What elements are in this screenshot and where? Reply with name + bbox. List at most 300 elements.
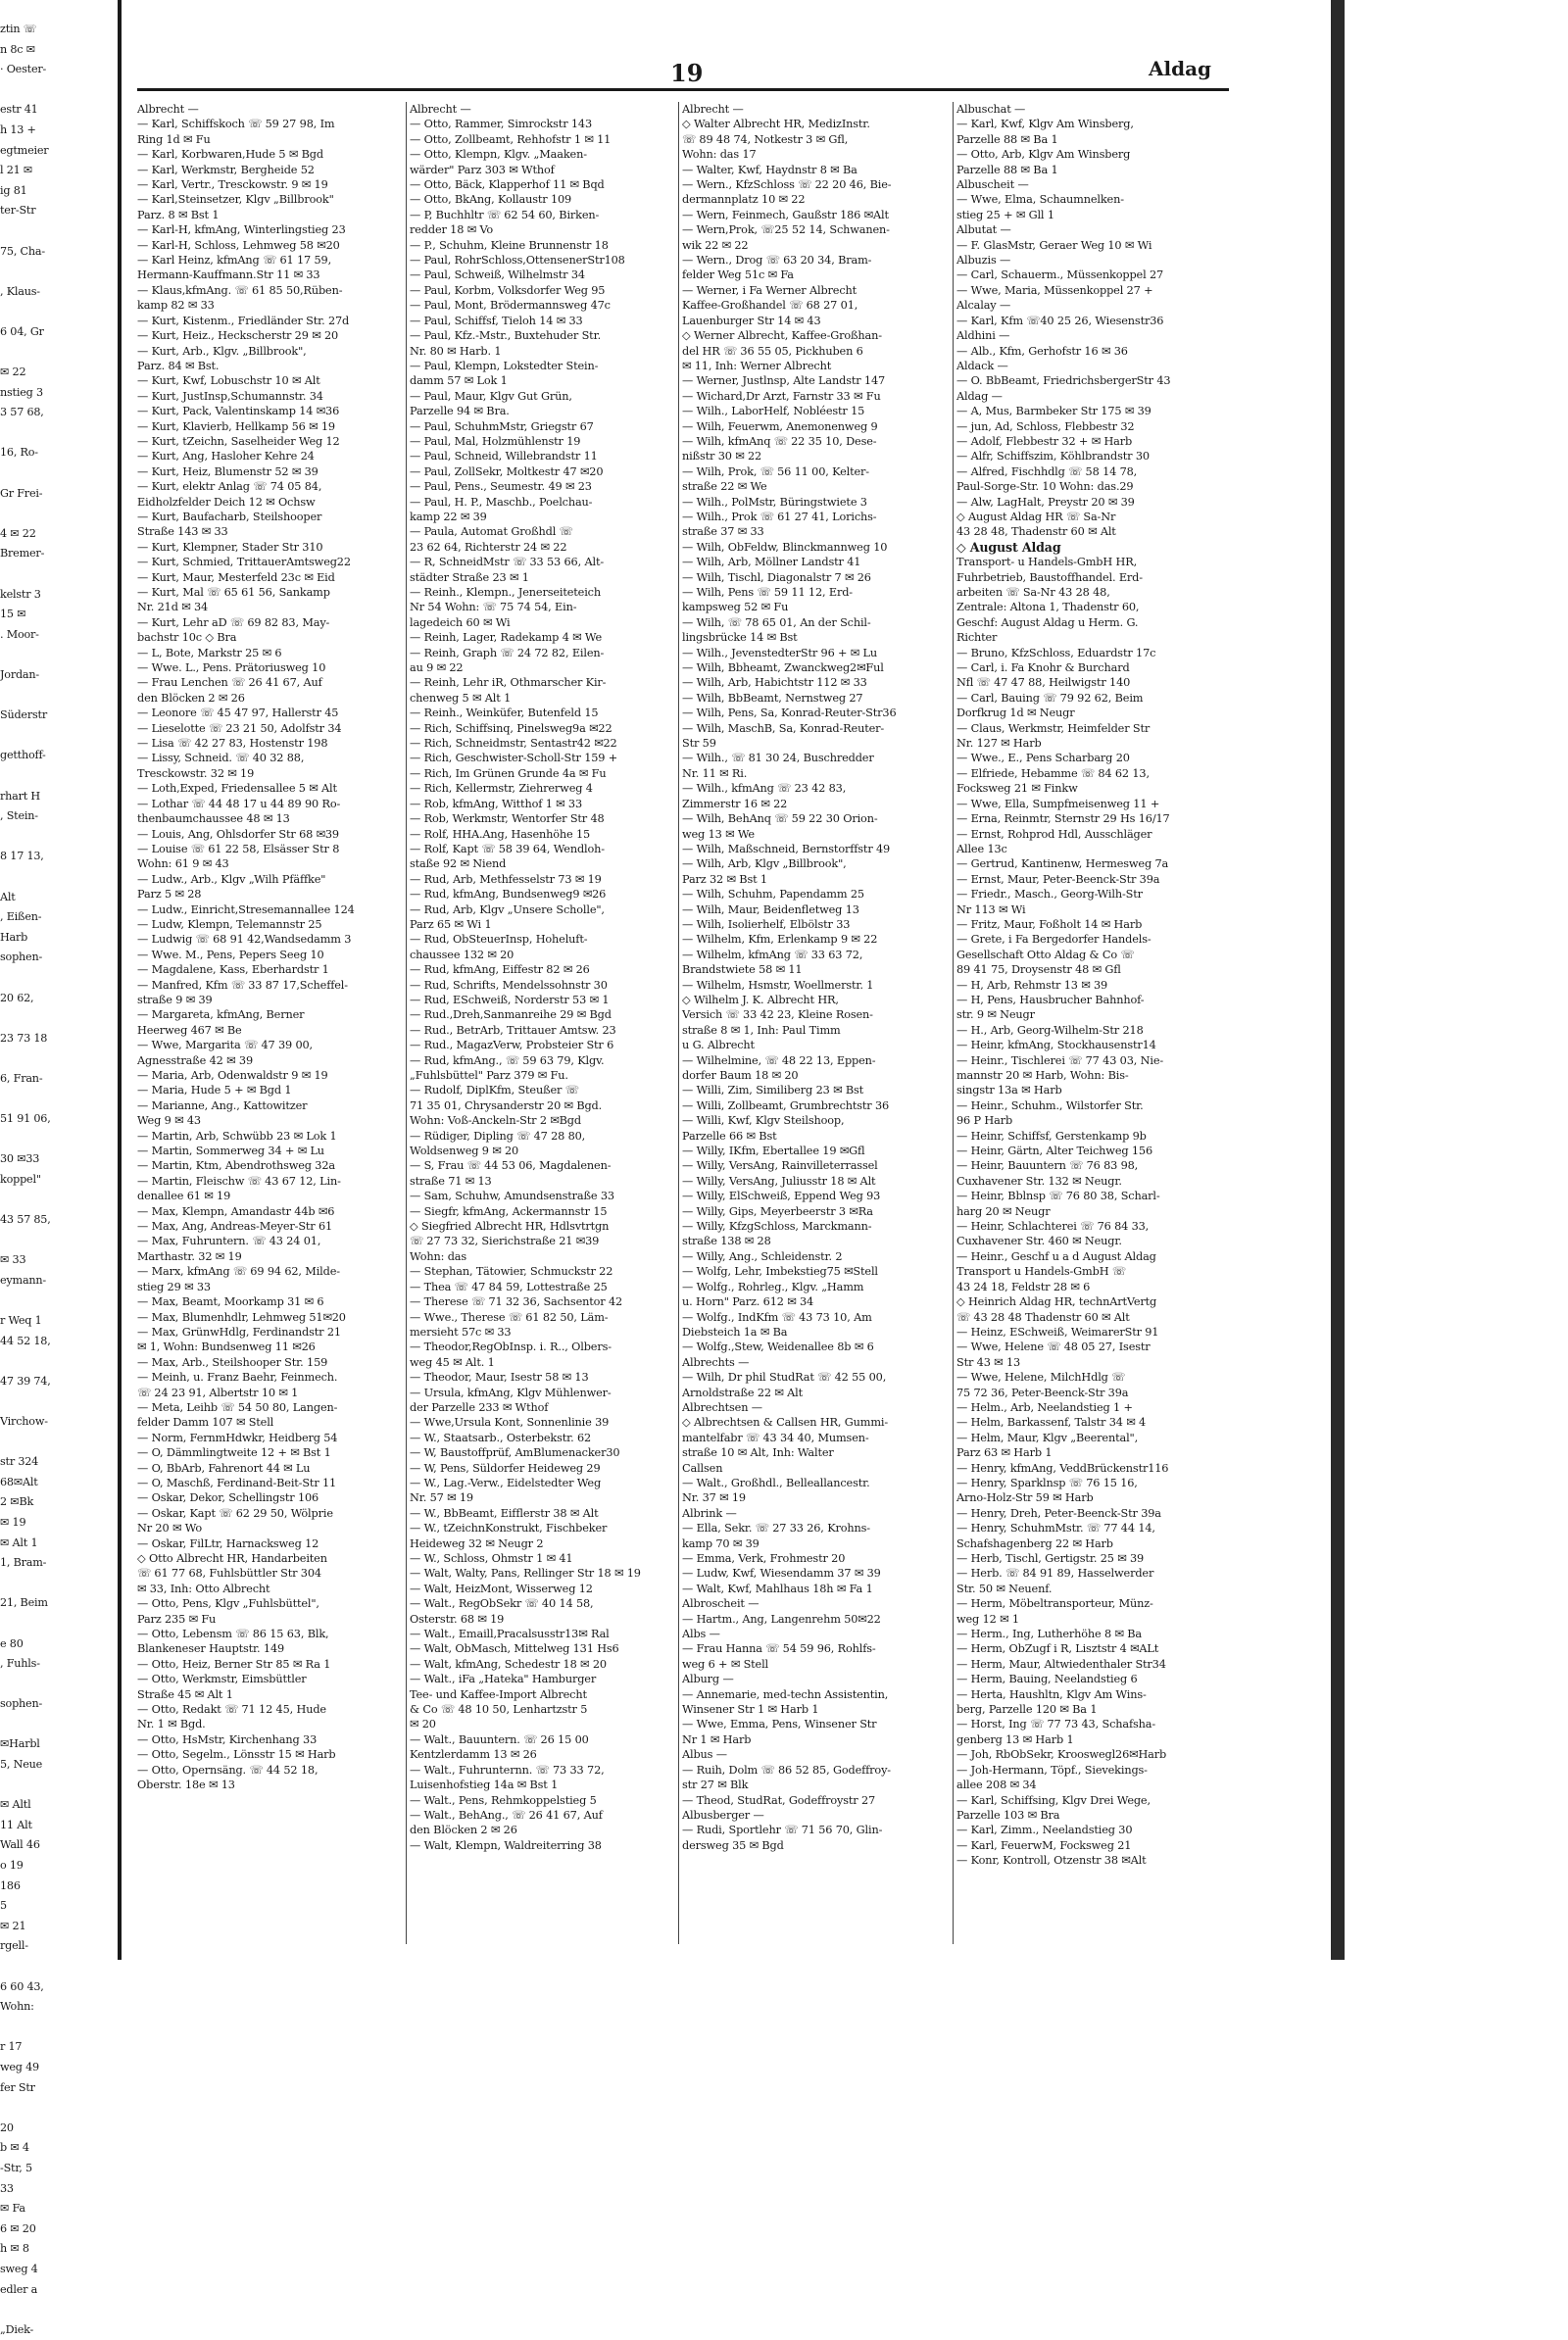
directory-entry: — Wilh., kfmAng ☏ 23 42 83, (682, 782, 847, 796)
directory-entry: denallee 61 ✉ 19 (137, 1190, 231, 1203)
clipped-line: , Eißen- (0, 910, 42, 924)
directory-entry: — Wern, Feinmech, Gaußstr 186 ✉Alt (682, 208, 889, 221)
clipped-line: egtmeier (0, 143, 49, 157)
directory-entry: — Paul, Schiffsf, Tieloh 14 ✉ 33 (410, 314, 583, 327)
directory-entry: chaussee 132 ✉ 20 (410, 948, 514, 961)
directory-entry: — Henry, kfmAng, VeddBrückenstr116 (956, 1461, 1169, 1475)
directory-entry: Zimmerstr 16 ✉ 22 (682, 797, 788, 810)
directory-entry: — W, Pens, Süldorfer Heideweg 29 (410, 1461, 601, 1475)
directory-entry: Nr. 1 ✉ Bgd. (137, 1718, 206, 1731)
directory-entry: — A, Mus, Barmbeker Str 175 ✉ 39 (956, 405, 1152, 418)
directory-entry: — O, Dämmlingtweite 12 + ✉ Bst 1 (137, 1446, 331, 1460)
directory-entry: — Magdalene, Kass, Eberhardstr 1 (137, 963, 329, 977)
directory-entry: — Max, Arb., Steilshooper Str. 159 (137, 1355, 328, 1369)
directory-entry: — Otto, BkAng, Kollaustr 109 (410, 193, 572, 207)
directory-entry: Ring 1d ✉ Fu (137, 132, 211, 146)
directory-entry: — Louis, Ang, Ohlsdorfer Str 68 ✉39 (137, 827, 339, 841)
clipped-line: 20 62, (0, 991, 34, 1004)
clipped-line (0, 1008, 116, 1029)
directory-entry: — Adolf, Flebbestr 32 + ✉ Harb (956, 434, 1133, 448)
directory-entry: dersweg 35 ✉ Bgd (682, 1838, 784, 1852)
directory-entry: — Siegfr, kfmAng, Ackermannstr 15 (410, 1204, 608, 1218)
directory-entry: felder Damm 107 ✉ Stell (137, 1416, 274, 1430)
clipped-line: rhart H (0, 789, 40, 803)
directory-entry: — Wwe, Emma, Pens, Winsener Str (682, 1718, 877, 1731)
directory-entry: — Heinr, Schiffsf, Gerstenkamp 9b (956, 1129, 1147, 1143)
directory-entry: — Alfred, Fischhdlg ☏ 58 14 78, (956, 464, 1138, 478)
directory-entry: — Kurt, JustInsp,Schumannstr. 34 (137, 389, 323, 403)
directory-entry: weg 45 ✉ Alt. 1 (410, 1355, 495, 1369)
directory-entry: — Otto, Zollbeamt, Rehhofstr 1 ✉ 11 (410, 132, 612, 146)
directory-entry: — Kurt, Arb., Klgv. „Billbrook", (137, 344, 307, 358)
directory-entry: „Fuhlsbüttel" Parz 379 ✉ Fu. (410, 1069, 568, 1082)
directory-entry: — Rud, ObSteuerInsp, Hoheluft- (410, 933, 588, 947)
directory-entry: — Ludw, Klempn, Telemannstr 25 (137, 917, 322, 931)
directory-entry: Cuxhavener Str. 460 ✉ Neugr. (956, 1235, 1122, 1248)
directory-entry: — Rud, kfmAng, Bundsenweg9 ✉26 (410, 888, 607, 902)
directory-entry: — Karl,Steinsetzer, Klgv „Billbrook" (137, 193, 334, 207)
directory-entry: — Wilh., Prok ☏ 61 27 41, Lorichs- (682, 510, 877, 523)
directory-entry: — Bruno, KfzSchloss, Eduardstr 17c (956, 646, 1156, 659)
directory-entry: straße 9 ✉ 39 (137, 993, 213, 1006)
directory-entry: — Martin, Fleischw ☏ 43 67 12, Lin- (137, 1174, 341, 1188)
clipped-line: . Moor- (0, 627, 39, 641)
directory-entry: u G. Albrecht (682, 1039, 755, 1052)
directory-entry: — Wwe., E., Pens Scharbarg 20 (956, 752, 1130, 765)
directory-entry: — Rudi, Sportlehr ☏ 71 56 70, Glin- (682, 1824, 883, 1837)
clipped-line: h 13 + (0, 122, 36, 136)
clipped-line (0, 827, 116, 848)
header-rule (137, 88, 1229, 91)
clipped-line: ter-Str (0, 204, 36, 218)
directory-entry: — Wilh., JevenstedterStr 96 + ✉ Lu (682, 646, 878, 659)
directory-entry: — Wilh, Pens, Sa, Konrad-Reuter-Str36 (682, 707, 897, 720)
directory-entry: — Wilh, kfmAnq ☏ 22 35 10, Dese- (682, 434, 877, 448)
directory-entry: — Kurt, Maur, Mesterfeld 23c ✉ Eid (137, 570, 335, 584)
directory-entry: Nr. 57 ✉ 19 (410, 1491, 473, 1505)
column-rule (953, 102, 954, 1944)
directory-entry: Lauenburger Str 14 ✉ 43 (682, 314, 821, 327)
directory-entry: Weg 9 ✉ 43 (137, 1114, 201, 1128)
directory-entry: — Carl, Schauerm., Müssenkoppel 27 (956, 268, 1164, 282)
clipped-line: sweg 4 (0, 2262, 38, 2275)
clipped-line: 186 (0, 1878, 21, 1892)
directory-entry: — Henry, Sparklnsp ☏ 76 15 16, (956, 1476, 1138, 1489)
directory-entry: — Paul, Kfz.-Mstr., Buxtehuder Str. (410, 329, 602, 343)
directory-entry: — Friedr., Masch., Georg-Wilh-Str (956, 888, 1143, 902)
directory-entry: — Herb. ☏ 84 91 89, Hasselwerder (956, 1567, 1154, 1581)
clipped-line (0, 2300, 116, 2320)
directory-entry: Agnesstraße 42 ✉ 39 (137, 1053, 253, 1067)
directory-entry: — Alb., Kfm, Gerhofstr 16 ✉ 36 (956, 344, 1128, 358)
clipped-line (0, 1351, 116, 1372)
clipped-line (0, 504, 116, 524)
directory-entry: — Heinr, Schlachterei ☏ 76 84 33, (956, 1220, 1150, 1234)
clipped-line: rgell- (0, 1939, 28, 1953)
directory-entry: dorfer Baum 18 ✉ 20 (682, 1069, 799, 1082)
directory-entry: — Meinh, u. Franz Baehr, Feinmech. (137, 1371, 338, 1385)
directory-entry: — Rud, Schrifts, Mendelssohnstr 30 (410, 978, 608, 992)
directory-entry: Str. 50 ✉ Neuenf. (956, 1582, 1053, 1595)
directory-entry: — Wilh, ☏ 78 65 01, An der Schil- (682, 615, 871, 629)
directory-entry: — Kurt, Baufacharb, Steilshooper (137, 510, 322, 523)
clipped-line (0, 1433, 116, 1453)
directory-entry: straße 8 ✉ 1, Inh: Paul Timm (682, 1023, 841, 1037)
clipped-line: , Stein- (0, 809, 38, 823)
clipped-line: r Weq 1 (0, 1314, 42, 1327)
directory-entry: — Paula, Automat Großhdl ☏ (410, 525, 573, 539)
directory-entry: — Rud., MagazVerw, Probsteier Str 6 (410, 1039, 614, 1052)
clipped-line: 2 ✉Bk (0, 1495, 34, 1509)
directory-entry: — H, Pens, Hausbrucher Bahnhof- (956, 993, 1145, 1006)
directory-entry: — Walt., iFa „Hateka" Hamburger (410, 1673, 597, 1686)
clipped-line: Wohn: (0, 2000, 34, 2014)
clipped-line: ✉ 19 (0, 1515, 26, 1529)
directory-entry: straße 138 ✉ 28 (682, 1235, 771, 1248)
column-rule (678, 102, 679, 1944)
directory-entry: — Klaus,kfmAng. ☏ 61 85 50,Rüben- (137, 283, 343, 297)
directory-entry: — Walt., Fuhrunternn. ☏ 73 33 72, (410, 1763, 605, 1777)
clipped-line: l 21 ✉ (0, 164, 33, 177)
directory-entry: — Walt, HeizMont, Wisserweg 12 (410, 1582, 593, 1595)
clipped-line: ✉ Fa (0, 2202, 25, 2216)
directory-entry: — Wilh, Maur, Beidenfletweg 13 (682, 902, 859, 916)
directory-entry: — Ludw., Einricht,Stresemannallee 124 (137, 902, 355, 916)
directory-entry: — Henry, Dreh, Peter-Beenck-Str 39a (956, 1506, 1161, 1520)
clipped-line: 1, Bram- (0, 1556, 47, 1570)
directory-entry: Allee 13c (956, 842, 1007, 855)
directory-entry: — Herb, Tischl, Gertigstr. 25 ✉ 39 (956, 1552, 1145, 1565)
directory-entry: — Rud, Arb, Klgv „Unsere Scholle", (410, 902, 605, 916)
directory-entry: ☏ 27 73 32, Sierichstraße 21 ✉39 (410, 1235, 600, 1248)
directory-entry: — Kurt, Klavierb, Hellkamp 56 ✉ 19 (137, 419, 335, 433)
directory-entry: Cuxhavener Str. 132 ✉ Neugr. (956, 1174, 1122, 1188)
directory-entry: — Wilh., ☏ 81 30 24, Buschredder (682, 752, 874, 765)
directory-entry: arbeiten ☏ Sa-Nr 43 28 48, (956, 586, 1110, 599)
directory-entry: Woldsenweg 9 ✉ 20 (410, 1145, 519, 1158)
surname-heading: Albrecht — (137, 103, 199, 116)
directory-entry: ☏ 24 23 91, Albertstr 10 ✉ 1 (137, 1386, 299, 1399)
clipped-line (0, 686, 116, 707)
directory-entry: straße 10 ✉ Alt, Inh: Walter (682, 1446, 834, 1460)
directory-entry: — Kurt, Klempner, Stader Str 310 (137, 540, 323, 554)
clipped-line: ✉Harbl (0, 1737, 40, 1751)
directory-entry: — Fritz, Maur, Foßholt 14 ✉ Harb (956, 917, 1143, 931)
directory-entry: Kentzlerdamm 13 ✉ 26 (410, 1748, 537, 1762)
directory-entry: 43 28 48, Thadenstr 60 ✉ Alt (956, 525, 1116, 539)
clipped-line (0, 1130, 116, 1150)
clipped-line: ✉ 33 (0, 1253, 26, 1267)
directory-entry: — Paul, Schweiß, Wilhelmstr 34 (410, 268, 585, 282)
directory-entry: — H., Arb, Georg-Wilhelm-Str 218 (956, 1023, 1144, 1037)
directory-entry: — Wilh, Prok, ☏ 56 11 00, Kelter- (682, 464, 869, 478)
clipped-line: n 8c ✉ (0, 42, 35, 56)
directory-entry: ✉ 1, Wohn: Bundsenweg 11 ✉26 (137, 1341, 316, 1354)
clipped-line: Virchow- (0, 1414, 48, 1428)
directory-entry: lagedeich 60 ✉ Wi (410, 615, 511, 629)
surname-heading: Albroscheit — (682, 1597, 760, 1611)
directory-entry: — W., tZeichnKonstrukt, Fischbeker (410, 1522, 608, 1536)
directory-entry: Nr. 21d ✉ 34 (137, 601, 209, 614)
directory-entry: — Willi, Kwf, Klgv Steilshoop, (682, 1114, 845, 1128)
clipped-line: edler a (0, 2282, 38, 2296)
directory-entry: — Reinh, Lehr iR, Othmarscher Kir- (410, 676, 607, 690)
surname-heading: Albrink — (682, 1506, 737, 1520)
clipped-line (0, 1957, 116, 1977)
surname-heading: Albusberger — (682, 1808, 764, 1822)
directory-entry: — Wwe, Helene ☏ 48 05 27, Isestr (956, 1341, 1151, 1354)
directory-entry: Heideweg 32 ✉ Neugr 2 (410, 1536, 544, 1550)
clipped-line: sophen- (0, 951, 43, 964)
surname-heading: Albrecht — (682, 103, 744, 116)
surname-heading: Aldhini — (956, 329, 1010, 343)
directory-entry: — Wilh, Pens ☏ 59 11 12, Erd- (682, 586, 853, 599)
directory-entry: lingsbrücke 14 ✉ Bst (682, 631, 798, 645)
directory-entry: — Ruih, Dolm ☏ 86 52 85, Godeffroy- (682, 1763, 891, 1777)
scan-margin (1345, 0, 1568, 2133)
directory-entry: felder Weg 51c ✉ Fa (682, 268, 794, 282)
clipped-line (0, 1089, 116, 1109)
surname-heading: Albuscheit — (956, 178, 1029, 192)
directory-entry: Wohn: Voß-Anckeln-Str 2 ✉Bgd (410, 1114, 581, 1128)
directory-entry: — Ernst, Maur, Peter-Beenck-Str 39a (956, 872, 1160, 886)
directory-entry: — Willi, Zollbeamt, Grumbrechtstr 36 (682, 1098, 890, 1112)
directory-entry: — Theodor,RegObInsp. i. R.., Olbers- (410, 1341, 612, 1354)
directory-entry: — Willy, VersAng, Juliusstr 18 ✉ Alt (682, 1174, 876, 1188)
directory-entry: — Wilh, Arb, Klgv „Billbrook", (682, 857, 847, 871)
directory-entry: — Willi, Zim, Similiberg 23 ✉ Bst (682, 1084, 864, 1097)
clipped-line: Harb (0, 930, 28, 944)
directory-entry: — Rich, Schiffsinq, Pinelsweg9a ✉22 (410, 721, 612, 735)
clipped-line: nstieg 3 (0, 385, 43, 399)
directory-entry: ◇ Walter Albrecht HR, MedizInstr. (682, 118, 870, 131)
clipped-line: Bremer- (0, 547, 45, 561)
directory-entry: Parzelle 94 ✉ Bra. (410, 405, 510, 418)
directory-entry: Parzelle 88 ✉ Ba 1 (956, 163, 1058, 176)
directory-entry: — Joh, RbObSekr, Krooswegl26✉Harb (956, 1748, 1167, 1762)
directory-entry: — Wilh, MaschB, Sa, Konrad-Reuter- (682, 721, 885, 735)
directory-entry: stieg 25 + ✉ Gll 1 (956, 208, 1054, 221)
clipped-line: „Diek- (0, 2322, 34, 2336)
directory-entry: singstr 13a ✉ Harb (956, 1084, 1062, 1097)
directory-entry: — Rud., BetrArb, Trittauer Amtsw. 23 (410, 1023, 616, 1037)
directory-entry: — Herm, Maur, Altwiedenthaler Str34 (956, 1657, 1166, 1671)
directory-entry: — Wilh, BbBeamt, Nernstweg 27 (682, 691, 863, 705)
directory-entry: ◇ Otto Albrecht HR, Handarbeiten (137, 1552, 327, 1565)
clipped-line: 3 57 68, (0, 406, 44, 419)
directory-entry: Tee- und Kaffee-Import Albrecht (410, 1687, 587, 1701)
column-rule (406, 102, 407, 1944)
directory-entry: — Max, Ang, Andreas-Meyer-Str 61 (137, 1220, 333, 1234)
directory-entry: — Paul, Pens., Seumestr. 49 ✉ 23 (410, 480, 592, 494)
directory-entry: — Herm., Ing, Lutherhöhe 8 ✉ Ba (956, 1628, 1142, 1641)
directory-entry: — Paul, Mont, Brödermannsweg 47c (410, 299, 611, 313)
directory-entry: Marthastr. 32 ✉ 19 (137, 1249, 242, 1263)
clipped-line (0, 1291, 116, 1311)
surname-heading: Albrechts — (682, 1355, 750, 1369)
directory-entry: — L, Bote, Markstr 25 ✉ 6 (137, 646, 282, 659)
directory-entry: — Karl, Zimm., Neelandstieg 30 (956, 1824, 1133, 1837)
surname-heading: Albrecht — (410, 103, 471, 116)
clipped-line: 6 04, Gr (0, 324, 44, 338)
directory-entry: — Walt, Walty, Pans, Rellinger Str 18 ✉ 19 (410, 1567, 641, 1581)
directory-entry: — F. GlasMstr, Geraer Weg 10 ✉ Wi (956, 238, 1152, 252)
directory-entry: — Walt, Kwf, Mahlhaus 18h ✉ Fa 1 (682, 1582, 873, 1595)
directory-entry: — Sam, Schuhw, Amundsenstraße 33 (410, 1190, 614, 1203)
directory-entry: Eidholzfelder Deich 12 ✉ Ochsw (137, 495, 316, 509)
clipped-line: 51 91 06, (0, 1112, 51, 1126)
directory-entry: wik 22 ✉ 22 (682, 238, 749, 252)
directory-entry: — Walt., RegObSekr ☏ 40 14 58, (410, 1597, 594, 1611)
directory-entry: — Rud.,Dreh,Sanmanreihe 29 ✉ Bgd (410, 1008, 612, 1022)
directory-entry: ☏ 61 77 68, Fuhlsbüttler Str 304 (137, 1567, 321, 1581)
directory-entry: — Elfriede, Hebamme ☏ 84 62 13, (956, 766, 1150, 780)
directory-entry: — Ludw, Kwf, Wiesendamm 37 ✉ 39 (682, 1567, 881, 1581)
directory-entry: — Erna, Reinmtr, Sternstr 29 Hs 16/17 (956, 812, 1170, 826)
directory-entry: — Herm, Möbeltransporteur, Münz- (956, 1597, 1153, 1611)
directory-entry: ◇ Siegfried Albrecht HR, Hdlsvtrtgn (410, 1220, 610, 1234)
directory-entry: — Lisa ☏ 42 27 83, Hostenstr 198 (137, 737, 328, 751)
directory-entry: weg 6 + ✉ Stell (682, 1657, 769, 1671)
directory-entry: — Otto, Opernsäng. ☏ 44 52 18, (137, 1763, 318, 1777)
directory-entry: — P., Schuhm, Kleine Brunnenstr 18 (410, 238, 609, 252)
directory-entry: — Alw, LagHalt, Preystr 20 ✉ 39 (956, 495, 1135, 509)
directory-entry: — Otto, Werkmstr, Eimsbüttler (137, 1673, 307, 1686)
directory-entry: — Meta, Leihb ☏ 54 50 80, Langen- (137, 1400, 338, 1414)
directory-entry: Nfl ☏ 47 47 88, Heilwigstr 140 (956, 676, 1131, 690)
directory-entry: — Otto, Pens, Klgv „Fuhlsbüttel", (137, 1597, 319, 1611)
scan-edge (1331, 0, 1345, 1960)
directory-entry: — Wilh, Feuerwm, Anemonenweg 9 (682, 419, 878, 433)
directory-entry: Osterstr. 68 ✉ 19 (410, 1612, 505, 1626)
directory-entry: — Heinr, Bauuntern ☏ 76 83 98, (956, 1159, 1139, 1173)
running-head: Aldag (1149, 57, 1212, 80)
directory-entry: 96 P Harb (956, 1114, 1013, 1128)
directory-entry: del HR ☏ 36 55 05, Pickhuben 6 (682, 344, 863, 358)
directory-entry: — Manfred, Kfm ☏ 33 87 17,Scheffel- (137, 978, 348, 992)
directory-entry: Transport u Handels-GmbH ☏ (956, 1265, 1126, 1279)
directory-entry: — Otto, Rammer, Simrockstr 143 (410, 118, 592, 131)
directory-entry: — W., Lag.-Verw., Eidelstedter Weg (410, 1476, 602, 1489)
directory-entry: — Wwe., Therese ☏ 61 82 50, Läm- (410, 1310, 609, 1324)
clipped-line: eymann- (0, 1273, 47, 1287)
clipped-line (0, 262, 116, 282)
directory-entry: — Martin, Arb, Schwübb 23 ✉ Lok 1 (137, 1129, 337, 1143)
directory-entry: — Wwe, Margarita ☏ 47 39 00, (137, 1039, 313, 1052)
directory-entry: — Helm, Barkassenf, Talstr 34 ✉ 4 (956, 1416, 1147, 1430)
directory-entry: Parz 5 ✉ 28 (137, 888, 202, 902)
directory-entry: 43 24 18, Feldstr 28 ✉ 6 (956, 1280, 1091, 1293)
directory-entry: Oberstr. 18e ✉ 13 (137, 1779, 235, 1792)
directory-entry: — Maria, Hude 5 + ✉ Bgd 1 (137, 1084, 292, 1097)
directory-entry: — Paul, SchuhmMstr, Griegstr 67 (410, 419, 594, 433)
surname-heading: Albus — (682, 1748, 727, 1762)
directory-entry: str. 9 ✉ Neugr (956, 1008, 1035, 1022)
directory-entry: — Kurt, elektr Anlag ☏ 74 05 84, (137, 480, 322, 494)
directory-entry: — Herm, ObZugf i R, Lisztstr 4 ✉ALt (956, 1642, 1159, 1656)
directory-entry: Parz. 84 ✉ Bst. (137, 359, 220, 372)
directory-entry: redder 18 ✉ Vo (410, 223, 494, 237)
directory-entry: — Wilh., LaborHelf, Nobléestr 15 (682, 405, 865, 418)
directory-entry: — Paul, Klempn, Lokstedter Stein- (410, 359, 599, 372)
directory-entry: — Paul, Schneid, Willebrandstr 11 (410, 450, 598, 463)
clipped-line: 8 17 13, (0, 850, 44, 863)
directory-entry: — W, Baustoffprüf, AmBlumenacker30 (410, 1446, 620, 1460)
directory-entry: — O, BbArb, Fahrenort 44 ✉ Lu (137, 1461, 311, 1475)
directory-entry: — jun, Ad, Schloss, Flebbestr 32 (956, 419, 1135, 433)
column-3 (682, 102, 951, 1944)
directory-entry: — Kurt, Schmied, TrittauerAmtsweg22 (137, 556, 351, 569)
directory-entry: — Carl, i. Fa Knohr & Burchard (956, 661, 1130, 675)
directory-entry: — Theod, StudRat, Godeffroystr 27 (682, 1793, 876, 1807)
directory-entry: — Norm, FernmHdwkr, Heidberg 54 (137, 1431, 338, 1444)
directory-entry: — Kurt, Lehr aD ☏ 69 82 83, May- (137, 615, 330, 629)
directory-entry: — Thea ☏ 47 84 59, Lottestraße 25 (410, 1280, 608, 1293)
directory-entry: — Kurt, Kistenm., Friedländer Str. 27d (137, 314, 350, 327)
clipped-line (0, 1048, 116, 1069)
directory-entry: Heerweg 467 ✉ Be (137, 1023, 242, 1037)
surname-heading: Albrechtsen — (682, 1400, 762, 1414)
directory-entry: — Karl Heinz, kfmAng ☏ 61 17 59, (137, 254, 332, 268)
clipped-line: 68✉Alt (0, 1475, 38, 1488)
directory-entry: — Wolfg, Lehr, Imbekstieg75 ✉Stell (682, 1265, 878, 1279)
directory-entry: — Karl, Kwf, Klgv Am Winsberg, (956, 118, 1134, 131)
clipped-line: weg 49 (0, 2060, 39, 2073)
surname-heading: Aldack — (956, 359, 1008, 372)
surname-heading: Albs — (682, 1628, 720, 1641)
directory-entry: — Wern,Prok, ☏25 52 14, Schwanen- (682, 223, 890, 237)
directory-entry: bachstr 10c ◇ Bra (137, 631, 237, 645)
clipped-line: 30 ✉33 (0, 1152, 40, 1166)
surname-heading: Albuzis — (956, 254, 1011, 268)
directory-entry: str 27 ✉ Blk (682, 1779, 749, 1792)
directory-entry: Wohn: das 17 (682, 148, 757, 162)
directory-entry: — Oskar, Dekor, Schellingstr 106 (137, 1491, 319, 1505)
column-2 (410, 102, 676, 1944)
directory-entry: — O. BbBeamt, FriedrichsbergerStr 43 (956, 374, 1171, 388)
directory-entry: — Ursula, kfmAng, Klgv Mühlenwer- (410, 1386, 612, 1399)
clipped-line: h ✉ 8 (0, 2242, 29, 2256)
directory-entry: Kaffee-Großhandel ☏ 68 27 01, (682, 299, 858, 313)
directory-entry: Tresckowstr. 32 ✉ 19 (137, 766, 255, 780)
clipped-line (0, 2098, 116, 2119)
directory-entry: weg 12 ✉ 1 (956, 1612, 1019, 1626)
directory-entry: — Rich, Schneidmstr, Sentastr42 ✉22 (410, 737, 617, 751)
directory-entry: — H, Arb, Rehmstr 13 ✉ 39 (956, 978, 1108, 992)
directory-entry: — O, Maschß, Ferdinand-Beit-Str 11 (137, 1476, 337, 1489)
surname-heading: Aldag — (956, 389, 1003, 403)
directory-entry: — Alfr, Schiffszim, Köhlbrandstr 30 (956, 450, 1150, 463)
directory-entry: — Heinr, Bblnsp ☏ 76 80 38, Scharl- (956, 1190, 1160, 1203)
clipped-line (0, 766, 116, 787)
clipped-line: 6 60 43, (0, 1979, 44, 1993)
clipped-line (0, 1776, 116, 1796)
directory-entry: mantelfabr ☏ 43 34 40, Mumsen- (682, 1431, 869, 1444)
directory-entry: den Blöcken 2 ✉ 26 (410, 1824, 517, 1837)
clipped-line: sophen- (0, 1697, 43, 1711)
directory-entry: — Wilh, Tischl, Diagonalstr 7 ✉ 26 (682, 570, 871, 584)
clipped-line: ztin ☏ (0, 23, 37, 35)
clipped-line (0, 343, 116, 364)
directory-entry: weg 13 ✉ We (682, 827, 755, 841)
directory-entry: städter Straße 23 ✉ 1 (410, 570, 529, 584)
directory-entry: — Wwe. L., Pens. Prätoriusweg 10 (137, 661, 326, 675)
directory-entry: — Wilhelm, Hsmstr, Woellmerstr. 1 (682, 978, 874, 992)
directory-entry: Arnoldstraße 22 ✉ Alt (682, 1386, 803, 1399)
directory-entry: Parzelle 88 ✉ Ba 1 (956, 132, 1058, 146)
directory-entry: — Wwe, Maria, Müssenkoppel 27 + (956, 283, 1153, 297)
directory-entry: — Walt., BehAng., ☏ 26 41 67, Auf (410, 1808, 603, 1822)
